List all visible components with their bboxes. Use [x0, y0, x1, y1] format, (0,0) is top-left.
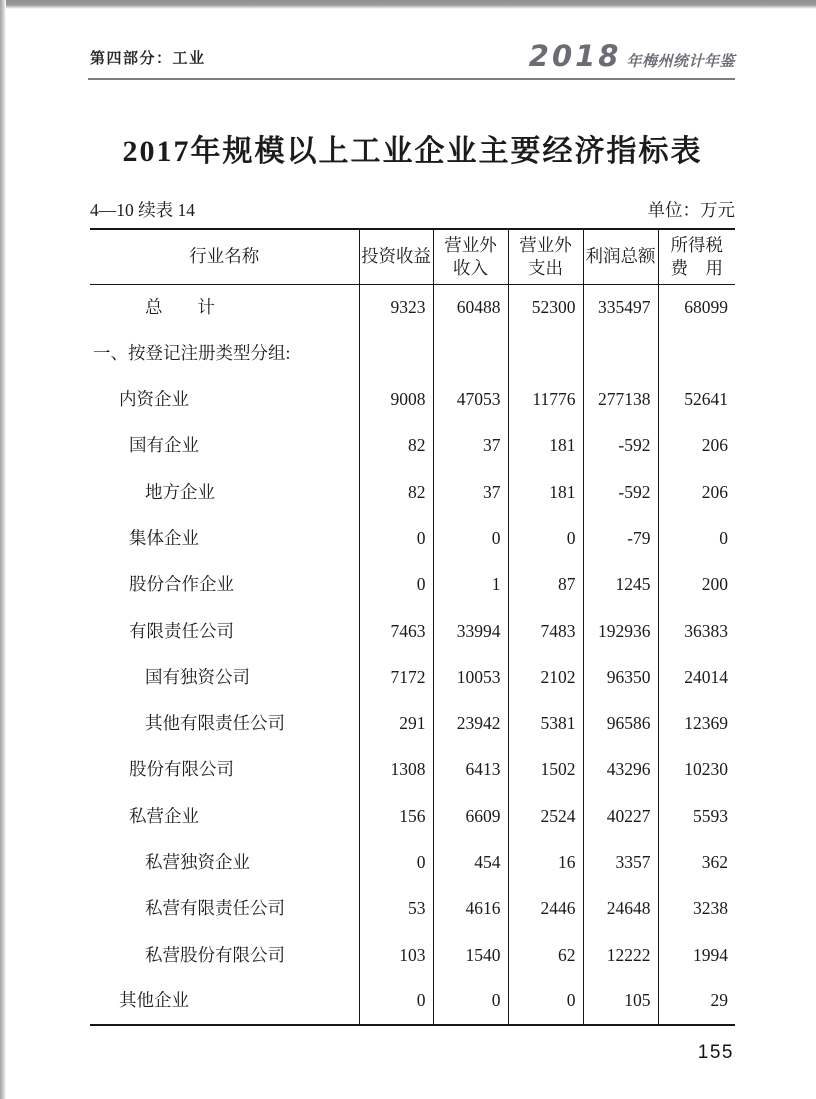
cell-value: 11776 — [508, 377, 583, 423]
column-header-0: 行业名称 — [90, 229, 359, 284]
table-row — [90, 562, 735, 608]
table-row — [90, 840, 735, 886]
unit-label: 单位：万元 — [647, 200, 735, 220]
cell-value: 96350 — [583, 654, 658, 700]
header-rule — [88, 78, 735, 81]
table-row — [90, 701, 735, 747]
cell-value: 52300 — [508, 284, 583, 330]
cell-value: -79 — [583, 515, 658, 561]
row-label: 有限责任公司 — [129, 620, 234, 641]
cell-value — [583, 330, 658, 376]
page-number: 155 — [697, 1042, 734, 1063]
cell-value — [658, 330, 735, 376]
table-row — [90, 932, 735, 978]
cell-value: 0 — [359, 840, 433, 886]
yearbook-year: 2018 — [528, 39, 622, 73]
cell-value: 82 — [359, 423, 433, 469]
cell-value: 181 — [508, 469, 583, 515]
column-header-2: 营业外 收入 — [433, 229, 508, 284]
cell-value: 33994 — [433, 608, 508, 654]
cell-value: 206 — [658, 469, 735, 515]
cell-value: 62 — [508, 932, 583, 978]
cell-value: 37 — [433, 469, 508, 515]
table-number: 4—10 续表 14 — [90, 200, 195, 220]
cell-value — [433, 330, 508, 376]
cell-value: 0 — [433, 978, 508, 1024]
cell-value: 4616 — [433, 886, 508, 932]
cell-value: 5381 — [508, 701, 583, 747]
table-row — [90, 423, 735, 469]
running-header — [88, 39, 735, 80]
indicators-table — [90, 228, 735, 1026]
row-label: 其他有限责任公司 — [145, 713, 285, 734]
cell-value: 47053 — [433, 377, 508, 423]
cell-value: 335497 — [583, 284, 658, 330]
cell-value — [508, 330, 583, 376]
cell-value: 96586 — [583, 701, 658, 747]
column-header-1: 投资收益 — [359, 229, 433, 284]
cell-value: 0 — [658, 515, 735, 561]
cell-value: 52641 — [658, 377, 735, 423]
cell-value — [359, 330, 433, 376]
yearbook-title — [529, 39, 735, 73]
cell-value: -592 — [583, 423, 658, 469]
cell-value: 192936 — [583, 608, 658, 654]
cell-value: 6609 — [433, 793, 508, 839]
cell-value: 5593 — [658, 793, 735, 839]
cell-value: 12369 — [658, 701, 735, 747]
row-label: 股份合作企业 — [129, 574, 234, 595]
yearbook-name: 年梅州统计年鉴 — [626, 52, 735, 70]
table-row — [90, 330, 735, 376]
cell-value: -592 — [583, 469, 658, 515]
cell-value: 16 — [508, 840, 583, 886]
cell-value: 9008 — [359, 377, 433, 423]
cell-value: 0 — [508, 515, 583, 561]
cell-value: 0 — [359, 978, 433, 1024]
table-row — [90, 793, 735, 839]
row-label: 私营独资企业 — [145, 852, 250, 873]
cell-value: 23942 — [433, 701, 508, 747]
table-meta-row — [90, 200, 735, 222]
cell-value: 53 — [359, 886, 433, 932]
cell-value: 36383 — [658, 608, 735, 654]
table-body — [90, 284, 735, 1025]
cell-value: 29 — [658, 978, 735, 1024]
cell-value: 7483 — [508, 608, 583, 654]
cell-value: 37 — [433, 423, 508, 469]
cell-value: 43296 — [583, 747, 658, 793]
column-header-4: 利润总额 — [583, 229, 658, 284]
cell-value: 454 — [433, 840, 508, 886]
table-row — [90, 654, 735, 700]
table-header-row — [90, 229, 735, 284]
cell-value: 3357 — [583, 840, 658, 886]
page-title: 2017年规模以上工业企业主要经济指标表 — [122, 135, 703, 168]
cell-value: 24648 — [583, 886, 658, 932]
table-row — [90, 515, 735, 561]
table-row — [90, 377, 735, 423]
column-header-5: 所得税 费 用 — [658, 229, 735, 284]
table-row — [90, 978, 735, 1024]
cell-value: 103 — [359, 932, 433, 978]
page-edge-left-shadow — [0, 0, 6, 1099]
row-label: 内资企业 — [119, 389, 189, 410]
cell-value: 181 — [508, 423, 583, 469]
table-row — [90, 469, 735, 515]
cell-value: 2524 — [508, 793, 583, 839]
row-label: 国有独资公司 — [145, 666, 250, 687]
cell-value: 291 — [359, 701, 433, 747]
cell-value: 68099 — [658, 284, 735, 330]
cell-value: 105 — [583, 978, 658, 1024]
row-label: 其他企业 — [119, 990, 189, 1011]
row-label: 国有企业 — [129, 435, 199, 456]
table-row — [90, 747, 735, 793]
cell-value: 1245 — [583, 562, 658, 608]
cell-value: 40227 — [583, 793, 658, 839]
cell-value: 2446 — [508, 886, 583, 932]
row-label: 地方企业 — [145, 481, 215, 502]
cell-value: 0 — [508, 978, 583, 1024]
cell-value: 0 — [433, 515, 508, 561]
cell-value: 2102 — [508, 654, 583, 700]
cell-value: 1540 — [433, 932, 508, 978]
cell-value: 1994 — [658, 932, 735, 978]
cell-value: 277138 — [583, 377, 658, 423]
row-label: 私营有限责任公司 — [145, 898, 285, 919]
row-label: 私营股份有限公司 — [145, 944, 285, 965]
table-row — [90, 608, 735, 654]
row-label: 总 计 — [145, 296, 215, 317]
cell-value: 0 — [359, 515, 433, 561]
cell-value: 362 — [658, 840, 735, 886]
row-label: 股份有限公司 — [129, 759, 234, 780]
column-header-3: 营业外 支出 — [508, 229, 583, 284]
cell-value: 24014 — [658, 654, 735, 700]
cell-value: 0 — [359, 562, 433, 608]
row-label: 集体企业 — [129, 528, 199, 548]
row-label: 私营企业 — [129, 805, 199, 826]
cell-value: 12222 — [583, 932, 658, 978]
cell-value: 7172 — [359, 654, 433, 700]
cell-value: 82 — [359, 469, 433, 515]
cell-value: 10053 — [433, 654, 508, 700]
cell-value: 200 — [658, 562, 735, 608]
cell-value: 60488 — [433, 284, 508, 330]
cell-value: 7463 — [359, 608, 433, 654]
cell-value: 1 — [433, 562, 508, 608]
cell-value: 156 — [359, 793, 433, 839]
cell-value: 9323 — [359, 284, 433, 330]
cell-value: 10230 — [658, 747, 735, 793]
page-edge-top-shadow — [0, 0, 816, 9]
cell-value: 87 — [508, 562, 583, 608]
cell-value: 1308 — [359, 747, 433, 793]
row-label: 一、按登记注册类型分组: — [93, 342, 291, 363]
section-label: 第四部分：工业 — [90, 50, 206, 67]
cell-value: 6413 — [433, 747, 508, 793]
cell-value: 206 — [658, 423, 735, 469]
table-row — [90, 886, 735, 932]
cell-value: 3238 — [658, 886, 735, 932]
cell-value: 1502 — [508, 747, 583, 793]
table-row — [90, 284, 735, 330]
